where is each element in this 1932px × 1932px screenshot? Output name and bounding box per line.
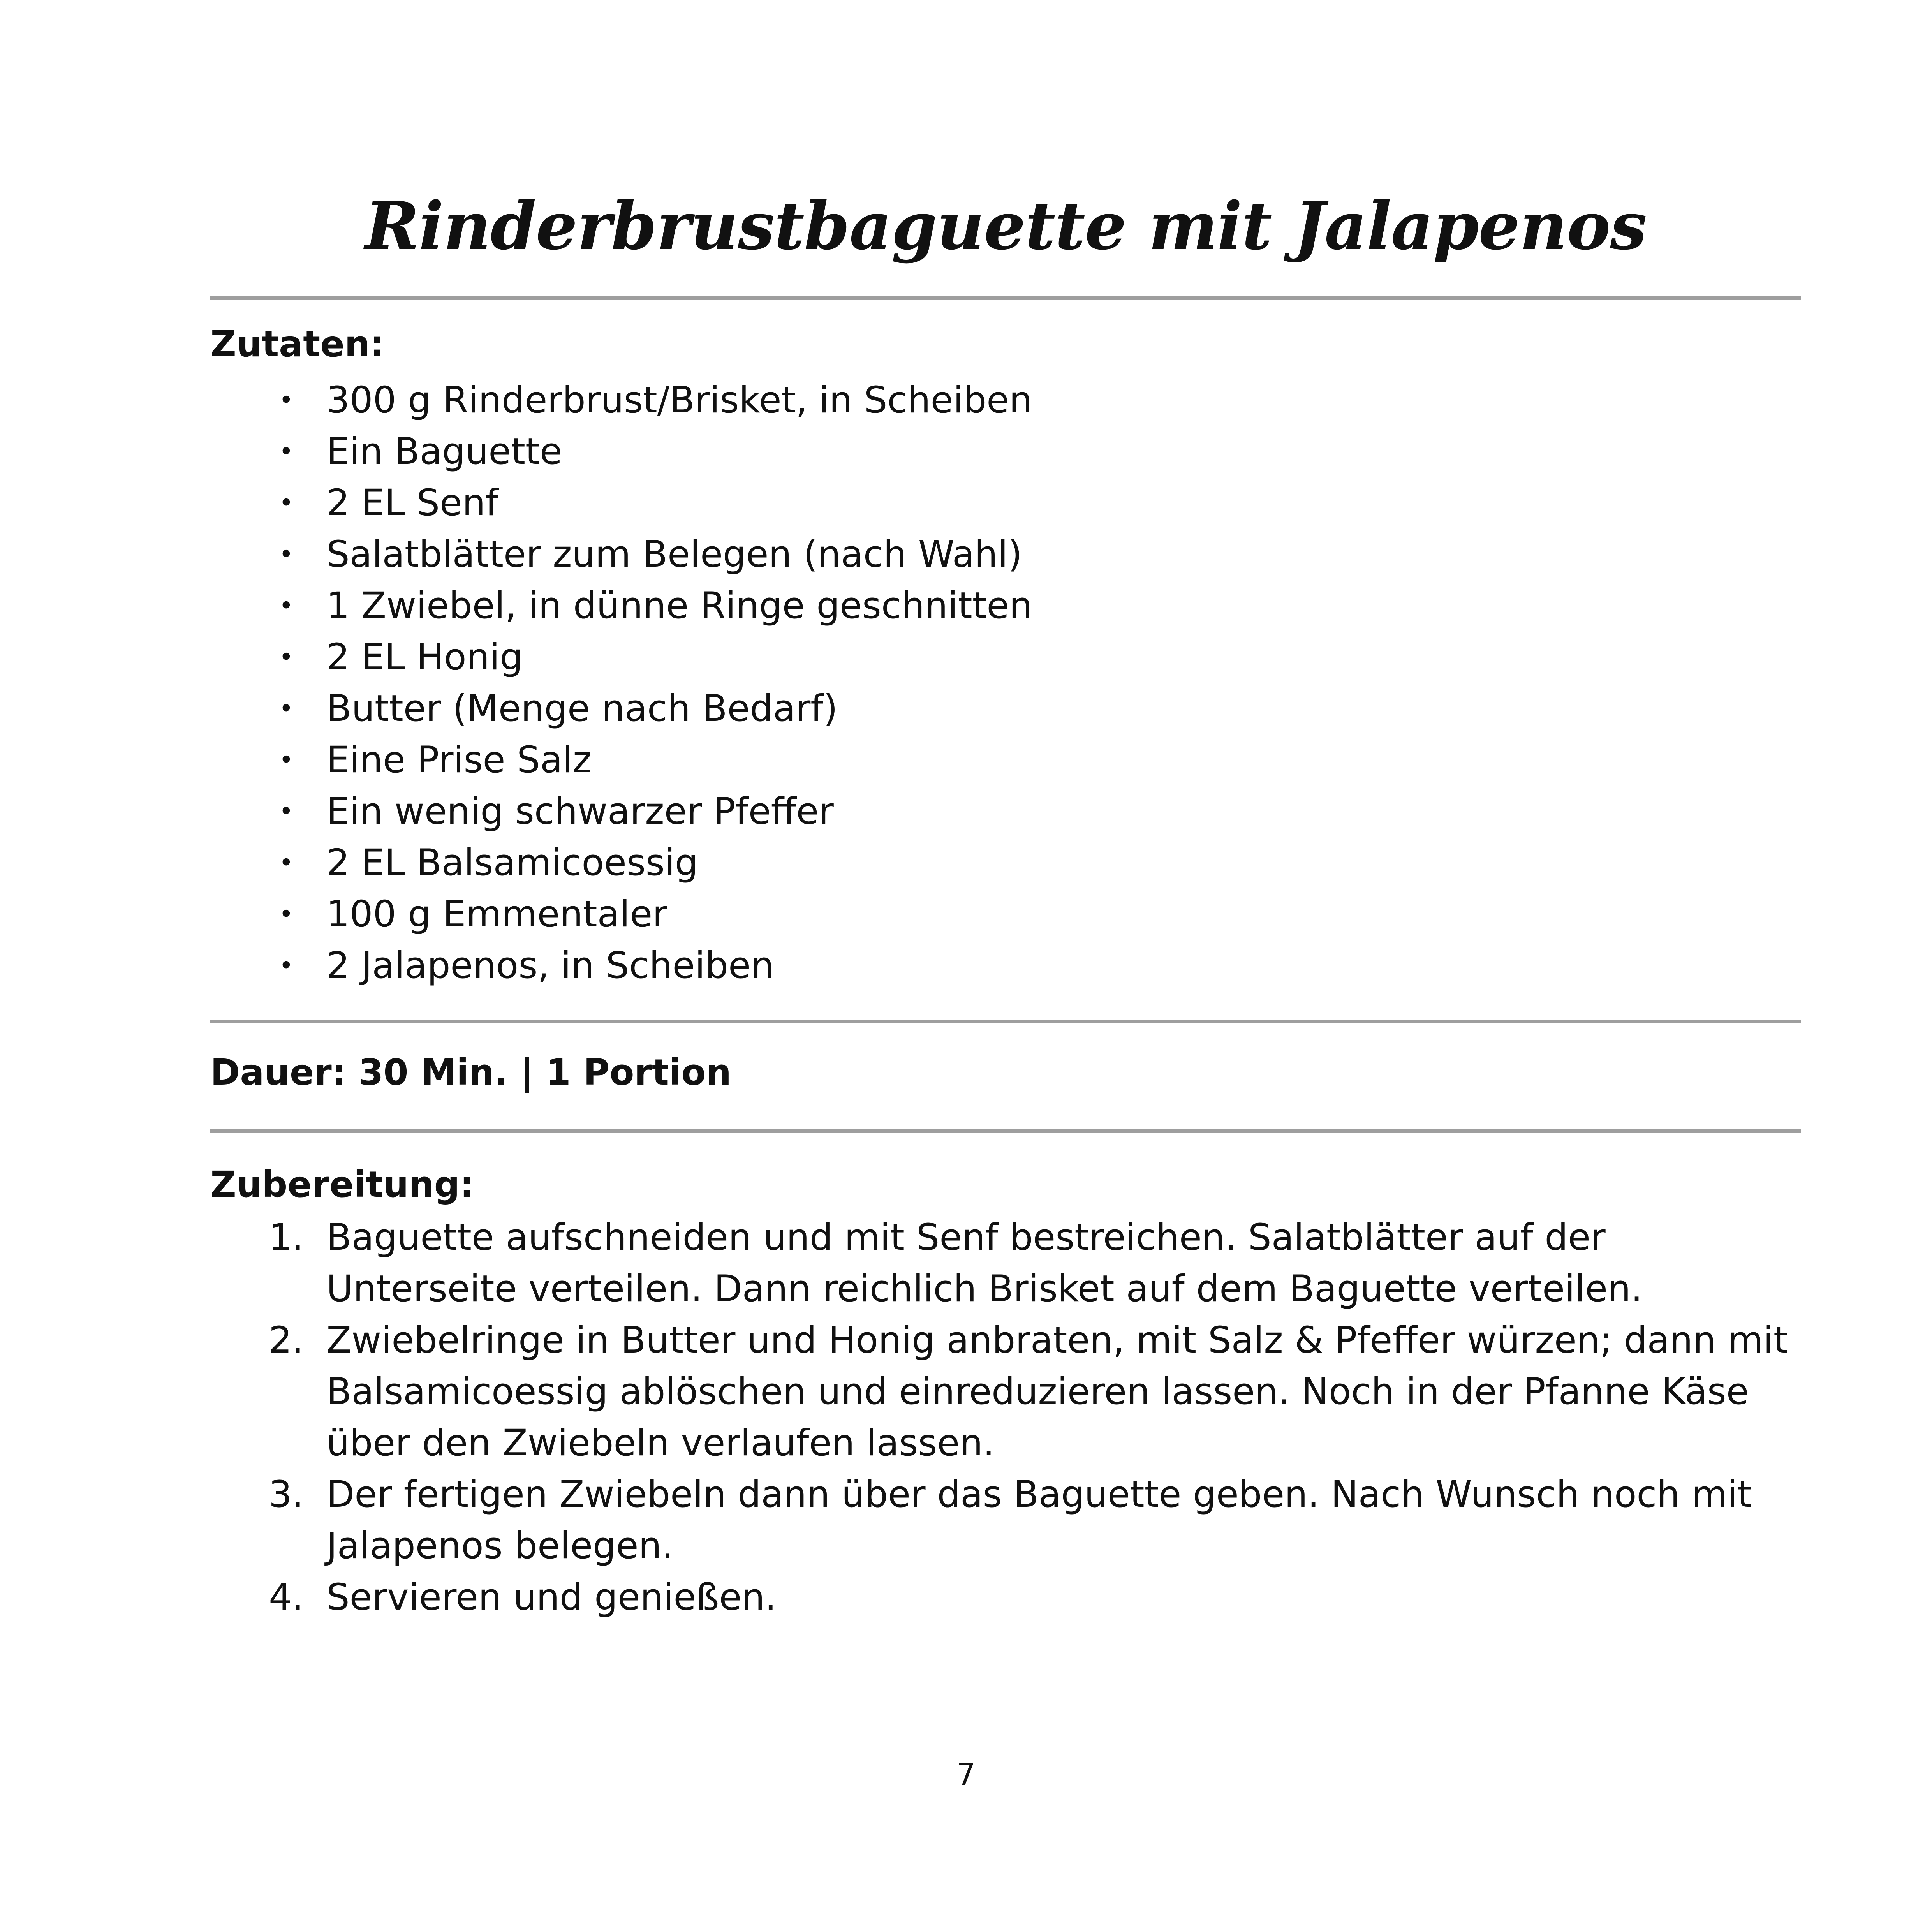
divider-below-meta <box>210 1129 1801 1133</box>
divider-under-title <box>210 296 1801 300</box>
step-text: Baguette aufschneiden und mit Senf bestreichen. Salatblätter auf der Unterseite verteilen. Dann reichlich Brisket auf dem Baguette verteilen. <box>326 1216 1643 1310</box>
bullet-icon: • <box>279 592 294 620</box>
bullet-icon: • <box>279 489 294 518</box>
ingredient-text: 1 Zwiebel, in dünne Ringe geschnitten <box>326 585 1032 627</box>
ingredient-text: 2 EL Senf <box>326 482 498 524</box>
bullet-icon: • <box>279 797 294 826</box>
bullet-icon: • <box>279 900 294 929</box>
ingredient-text: 2 Jalapenos, in Scheiben <box>326 944 774 987</box>
bullet-icon: • <box>279 746 294 775</box>
bullet-icon: • <box>279 849 294 877</box>
recipe-title: Rinderbrustbaguette mit Jalapenos <box>365 187 1647 264</box>
ingredient-text: 100 g Emmentaler <box>326 893 667 935</box>
divider-above-meta <box>210 1020 1801 1023</box>
bullet-icon: • <box>279 951 294 980</box>
ingredient-text: Eine Prise Salz <box>326 739 592 781</box>
preparation-heading: Zubereitung: <box>210 1164 474 1205</box>
step-item <box>0 1469 1798 1572</box>
ingredient-text: Ein wenig schwarzer Pfeffer <box>326 790 834 833</box>
duration-portion-info: Dauer: 30 Min. | 1 Portion <box>210 1051 732 1093</box>
ingredient-text: 2 EL Honig <box>326 636 523 678</box>
step-number: 3. <box>269 1473 304 1516</box>
ingredient-text: Salatblätter zum Belegen (nach Wahl) <box>326 533 1022 576</box>
step-number: 4. <box>269 1576 304 1619</box>
bullet-icon: • <box>279 540 294 569</box>
step-text: Servieren und genießen. <box>326 1576 777 1619</box>
ingredient-text: Ein Baguette <box>326 430 562 473</box>
bullet-icon: • <box>279 386 294 415</box>
ingredients-heading: Zutaten: <box>210 323 384 365</box>
bullet-icon: • <box>279 643 294 672</box>
ingredient-text: 2 EL Balsamicoessig <box>326 842 698 884</box>
step-text: Zwiebelringe in Butter und Honig anbraten, mit Salz & Pfeffer würzen; dann mit Balsamicoessig ablöschen und einreduzieren lassen. Noch in der Pfanne Käse über den Zwiebeln verlaufen lassen. <box>326 1319 1788 1464</box>
page-number: 7 <box>956 1758 976 1793</box>
step-text: Der fertigen Zwiebeln dann über das Baguette geben. Nach Wunsch noch mit Jalapenos belegen. <box>326 1473 1752 1567</box>
bullet-icon: • <box>279 694 294 723</box>
bullet-icon: • <box>279 437 294 466</box>
ingredient-text: Butter (Menge nach Bedarf) <box>326 687 838 730</box>
step-number: 1. <box>269 1216 304 1259</box>
step-item <box>0 1315 1798 1469</box>
step-item <box>0 1572 1798 1623</box>
preparation-steps <box>0 1212 1798 1623</box>
step-number: 2. <box>269 1319 304 1361</box>
ingredient-text: 300 g Rinderbrust/Brisket, in Scheiben <box>326 379 1032 421</box>
step-item <box>0 1212 1798 1315</box>
